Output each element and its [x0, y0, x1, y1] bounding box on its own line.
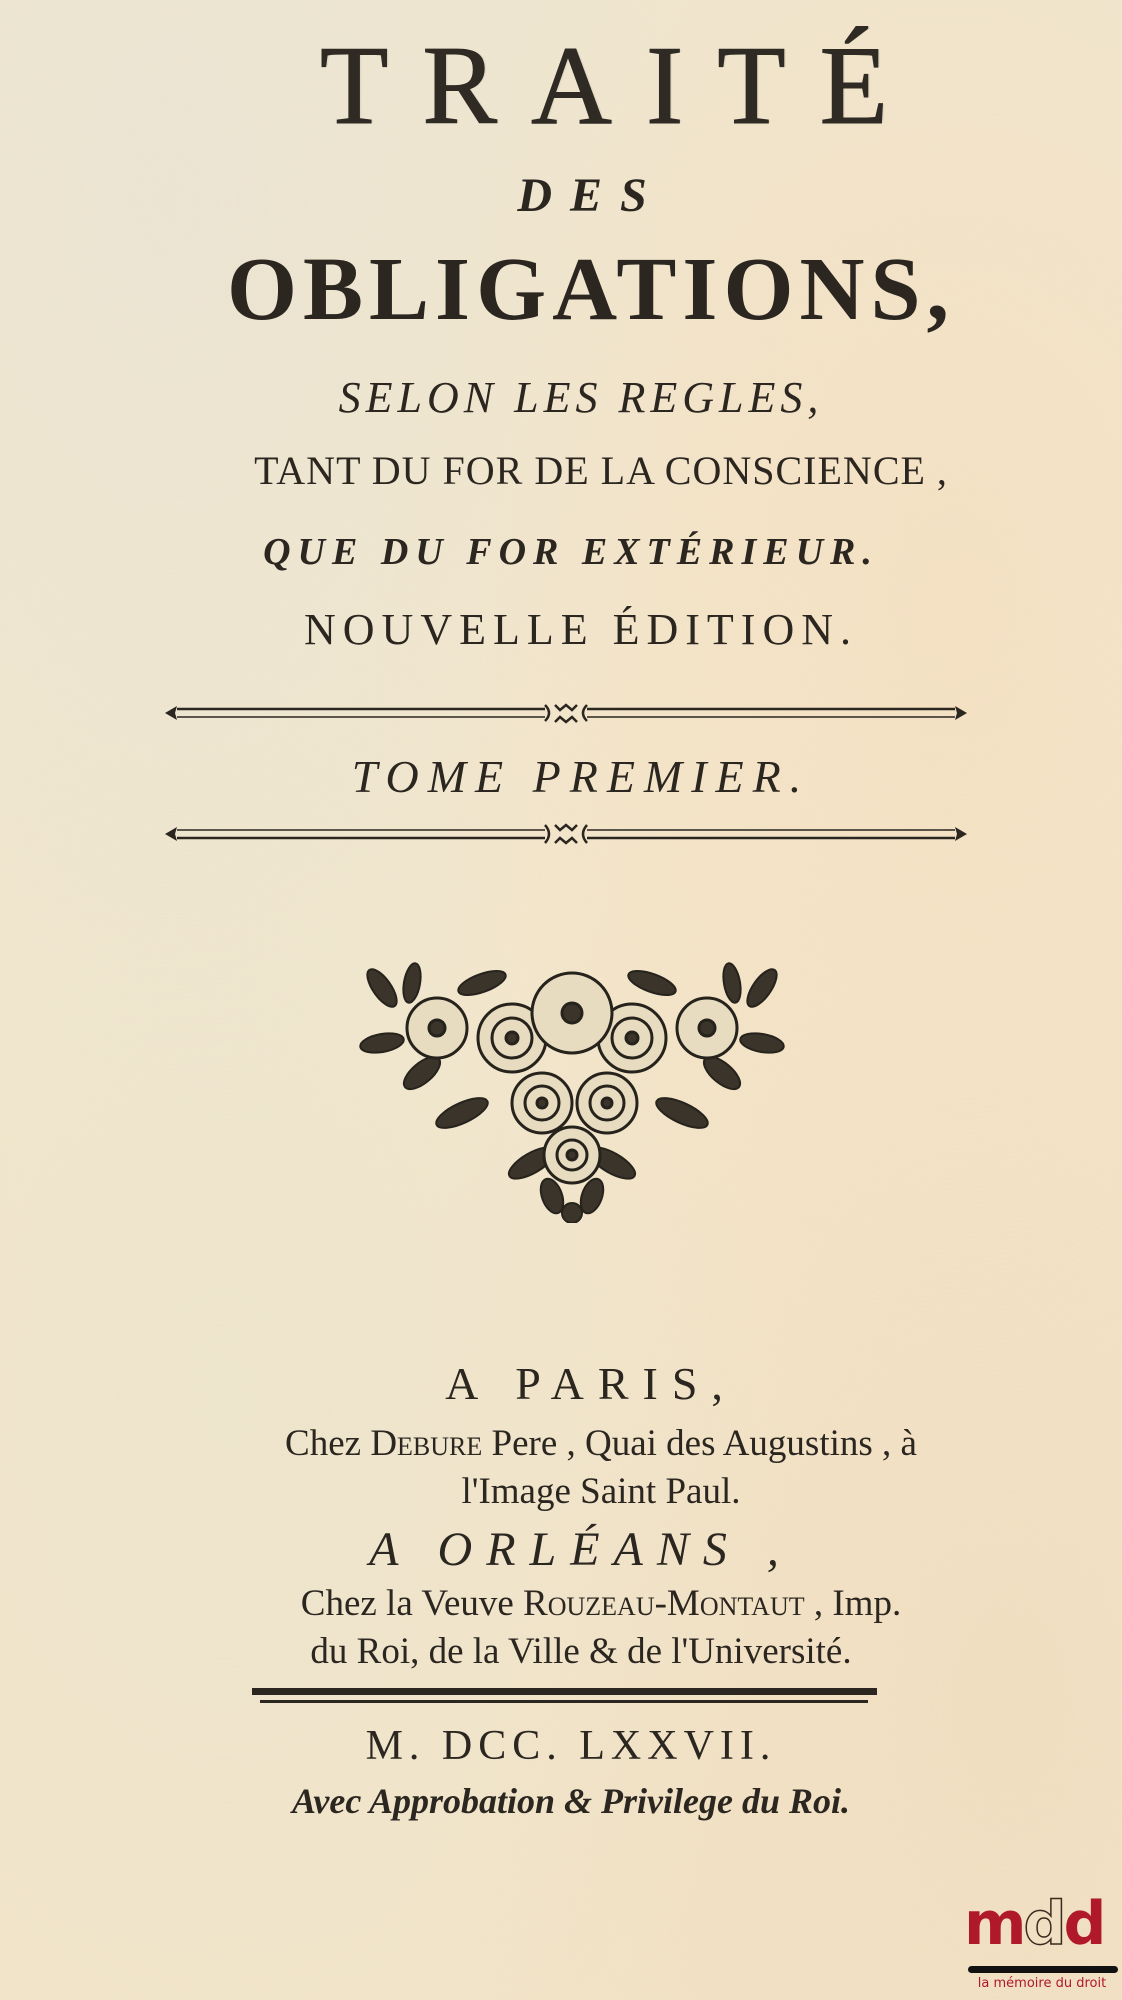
volume-label: TOME PREMIER. — [351, 751, 811, 802]
imprint-city-orleans: A ORLÉANS , — [369, 1523, 793, 1576]
subtitle-line-2: TANT DU FOR DE LA CONSCIENCE , — [254, 448, 948, 493]
floral-vignette-icon — [352, 958, 792, 1223]
subtitle-line-3: QUE DU FOR EXTÉRIEUR. — [263, 531, 879, 573]
mdd-logo-mark — [964, 1889, 1104, 1959]
publisher-orleans-suffix: , Imp. — [804, 1583, 902, 1624]
logo-letter-d: d — [1063, 1889, 1104, 1959]
edition-label: NOUVELLE ÉDITION. — [304, 605, 858, 654]
publisher-orleans-prefix: Chez la Veuve — [300, 1583, 524, 1624]
title-subject: OBLIGATIONS, — [226, 240, 955, 339]
imprint-rule-icon — [252, 1686, 877, 1708]
imprint-publisher-paris — [0, 1422, 1122, 1465]
mdd-logo — [962, 1888, 1122, 2000]
imprint-publisher-orleans — [0, 1582, 1122, 1625]
title-des: DES — [517, 169, 665, 222]
logo-tagline: la mémoire du droit — [977, 1976, 1107, 1991]
publication-year: M. DCC. LXXVII. — [365, 1723, 777, 1769]
publisher-paris-name: Debure — [370, 1423, 483, 1464]
double-rule-top-icon — [165, 702, 967, 726]
privilege-note: Avec Approbation & Privilege du Roi. — [292, 1781, 850, 1821]
subtitle-line-1: SELON LES REGLES, — [338, 373, 824, 422]
publisher-paris-prefix: Chez — [285, 1423, 371, 1464]
imprint-address-paris: l'Image Saint Paul. — [461, 1471, 741, 1512]
logo-bar — [968, 1966, 1118, 1973]
book-title: TRAITÉ — [319, 24, 923, 148]
imprint-address-orleans: du Roi, de la Ville & de l'Université. — [310, 1631, 852, 1672]
double-rule-bottom-icon — [165, 822, 967, 846]
publisher-paris-suffix: Pere , Quai des Augustins , à — [482, 1423, 917, 1464]
logo-letter-d-outline: d — [1023, 1889, 1064, 1959]
logo-letter-m: m — [964, 1889, 1024, 1959]
imprint-city-paris: A PARIS, — [445, 1358, 737, 1409]
publisher-orleans-name: Rouzeau-Montaut — [523, 1583, 805, 1624]
